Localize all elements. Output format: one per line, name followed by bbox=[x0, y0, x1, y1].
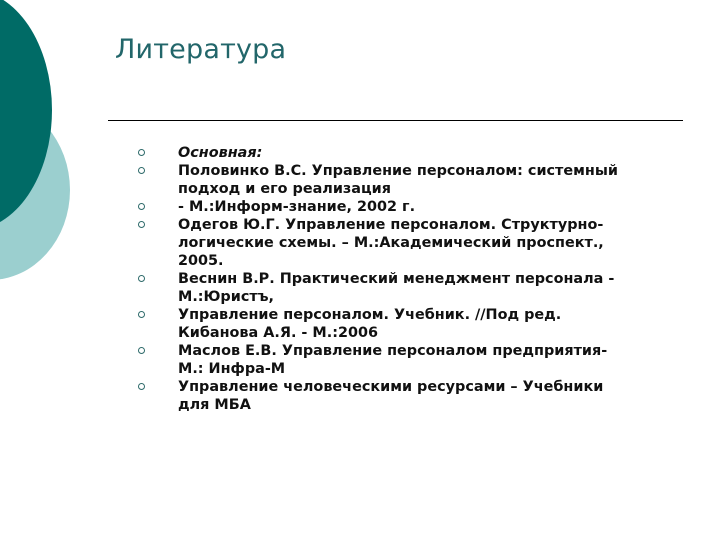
slide-title: Литература bbox=[115, 34, 287, 65]
list-item bbox=[138, 306, 708, 342]
bullet-icon bbox=[138, 311, 145, 318]
literature-list bbox=[138, 144, 708, 414]
bullet-icon bbox=[138, 275, 145, 282]
bullet-icon bbox=[138, 221, 145, 228]
bullet-icon bbox=[138, 347, 145, 354]
list-item-text: Маслов Е.В. Управление персоналом предприятия- М.: Инфра-М bbox=[178, 343, 608, 377]
list-item-text: - М.:Информ-знание, 2002 г. bbox=[178, 199, 416, 215]
list-item-text: Веснин В.Р. Практический менеджмент персонала - М.:Юристъ, bbox=[178, 271, 615, 305]
list-item-text: Основная: bbox=[178, 145, 263, 161]
list-item bbox=[138, 342, 708, 378]
title-divider bbox=[108, 120, 683, 121]
list-item bbox=[138, 216, 708, 270]
list-item-text: Половинко В.С. Управление персоналом: системный подход и его реализация bbox=[178, 163, 618, 197]
list-item bbox=[138, 270, 708, 306]
bullet-icon bbox=[138, 149, 145, 156]
list-item bbox=[138, 144, 708, 162]
list-item-text: Одегов Ю.Г. Управление персоналом. Структурно- логические схемы. – М.:Академический проспект., 2005. bbox=[178, 217, 604, 269]
bullet-icon bbox=[138, 167, 145, 174]
list-item bbox=[138, 198, 708, 216]
list-item-text: Управление человеческими ресурсами – Учебники для МБА bbox=[178, 379, 604, 413]
list-item bbox=[138, 162, 708, 198]
bullet-icon bbox=[138, 203, 145, 210]
bullet-icon bbox=[138, 383, 145, 390]
list-item bbox=[138, 378, 708, 414]
list-item-text: Управление персоналом. Учебник. //Под ред. Кибанова А.Я. - М.:2006 bbox=[178, 307, 562, 341]
